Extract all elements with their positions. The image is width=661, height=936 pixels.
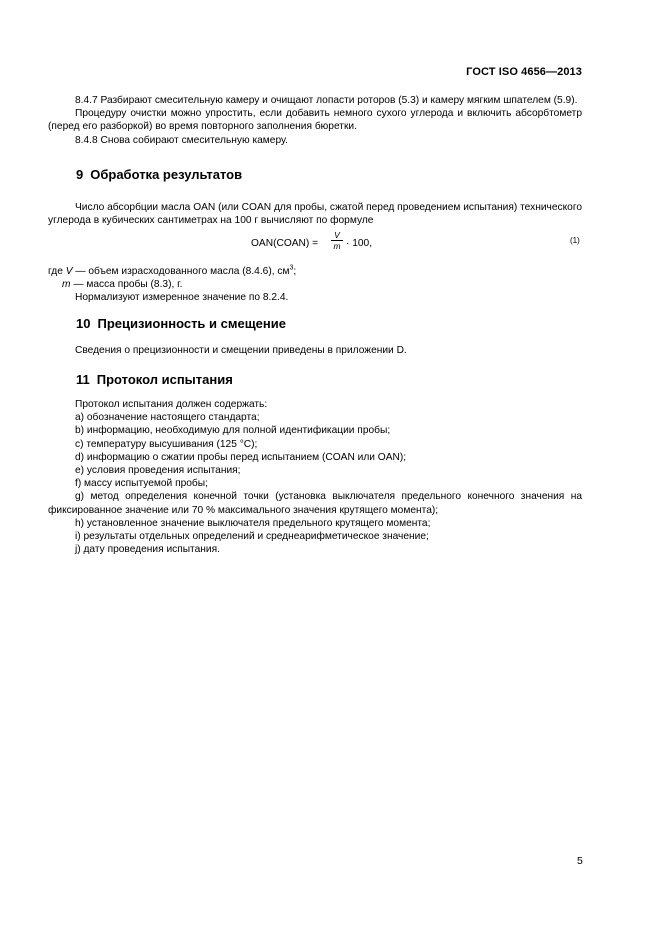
list-item: a) обозначение настоящего стандарта; xyxy=(75,412,260,424)
list-item: b) информацию, необходимую для полной идентификации пробы; xyxy=(75,425,391,437)
section-11-number: 11 xyxy=(76,372,90,387)
symbol-v: V xyxy=(65,266,73,277)
symbol-m: m xyxy=(62,279,71,291)
document-header: ГОСТ ISO 4656—2013 xyxy=(466,66,582,78)
list-item: f) массу испытуемой пробы; xyxy=(75,478,208,490)
section-10-heading xyxy=(76,316,286,331)
section-11-intro: Протокол испытания должен содержать: xyxy=(75,399,268,410)
definition-m-text: — масса пробы (8.3), г. xyxy=(70,279,183,291)
section-9-intro: Число абсорбции масла OAN (или COAN для пробы, сжатой перед проведением испытания) технического углерода в кубических сантиметрах на 100 г вычисляют по формуле xyxy=(48,202,582,227)
list-item: d) информацию о сжатии пробы перед испытанием (COAN или OAN); xyxy=(75,451,407,463)
list-item: e) условия проведения испытания; xyxy=(75,465,241,477)
section-9-intro-block xyxy=(48,201,582,227)
section-9-heading xyxy=(76,167,242,182)
section-10-text: Сведения о прецизионности и смещении приведены в приложении D. xyxy=(75,345,407,356)
list-item: g) метод определения конечной точки (установка выключателя предельного конечного значения на фиксированное значение или 70 % максимального значения крутящего момента); xyxy=(48,491,582,516)
formula-fraction xyxy=(330,230,344,251)
section-8-text xyxy=(48,94,582,147)
section-10-title: Прецизионность и смещение xyxy=(97,316,286,331)
section-11-title: Протокол испытания xyxy=(96,372,233,387)
definition-v-sup: 3 xyxy=(289,264,294,272)
list-item: j) дату проведения испытания. xyxy=(75,544,220,556)
list-item: c) температуру высушивания (125 °С); xyxy=(75,438,258,450)
section-11-heading xyxy=(76,372,233,387)
section-11-list xyxy=(48,398,582,556)
paragraph-cleaning: Процедуру очистки можно упростить, если добавить немного сухого углерода и включить абсорбтометр (перед его разборкой) во время повторного заполнения бюретки. xyxy=(48,108,582,133)
paragraph-8-4-7: 8.4.7 Разбирают смесительную камеру и очищают лопасти роторов (5.3) и камеру мягким шпателем (5.9). xyxy=(75,95,578,106)
definition-v xyxy=(48,265,582,278)
formula-denominator: m xyxy=(333,241,341,251)
paragraph-8-4-8: 8.4.8 Снова собирают смесительную камеру. xyxy=(75,134,288,146)
normalization-note: Нормализуют измеренное значение по 8.2.4. xyxy=(75,292,289,304)
section-10-number: 10 xyxy=(76,316,91,331)
section-9-number: 9 xyxy=(76,167,84,182)
section-10-block xyxy=(48,344,582,357)
page-number: 5 xyxy=(577,855,583,867)
formula-rhs: · 100, xyxy=(346,238,373,249)
formula-number: (1) xyxy=(570,236,580,245)
formula-definitions xyxy=(48,265,582,305)
section-9-title: Обработка результатов xyxy=(90,167,243,182)
formula-numerator: V xyxy=(334,230,340,240)
formula-lhs: OAN(COAN) = xyxy=(251,238,319,249)
list-item: h) установленное значение выключателя предельного крутящего момента; xyxy=(75,517,431,529)
definition-v-text: — объем израсходованного масла (8.4.6), см xyxy=(72,266,290,277)
list-item: i) результаты отдельных определений и среднеарифметическое значение; xyxy=(75,531,429,543)
definition-m xyxy=(48,278,582,291)
definition-v-end: ; xyxy=(293,266,297,277)
formula-1 xyxy=(0,230,661,260)
where-prefix: где xyxy=(48,266,63,277)
